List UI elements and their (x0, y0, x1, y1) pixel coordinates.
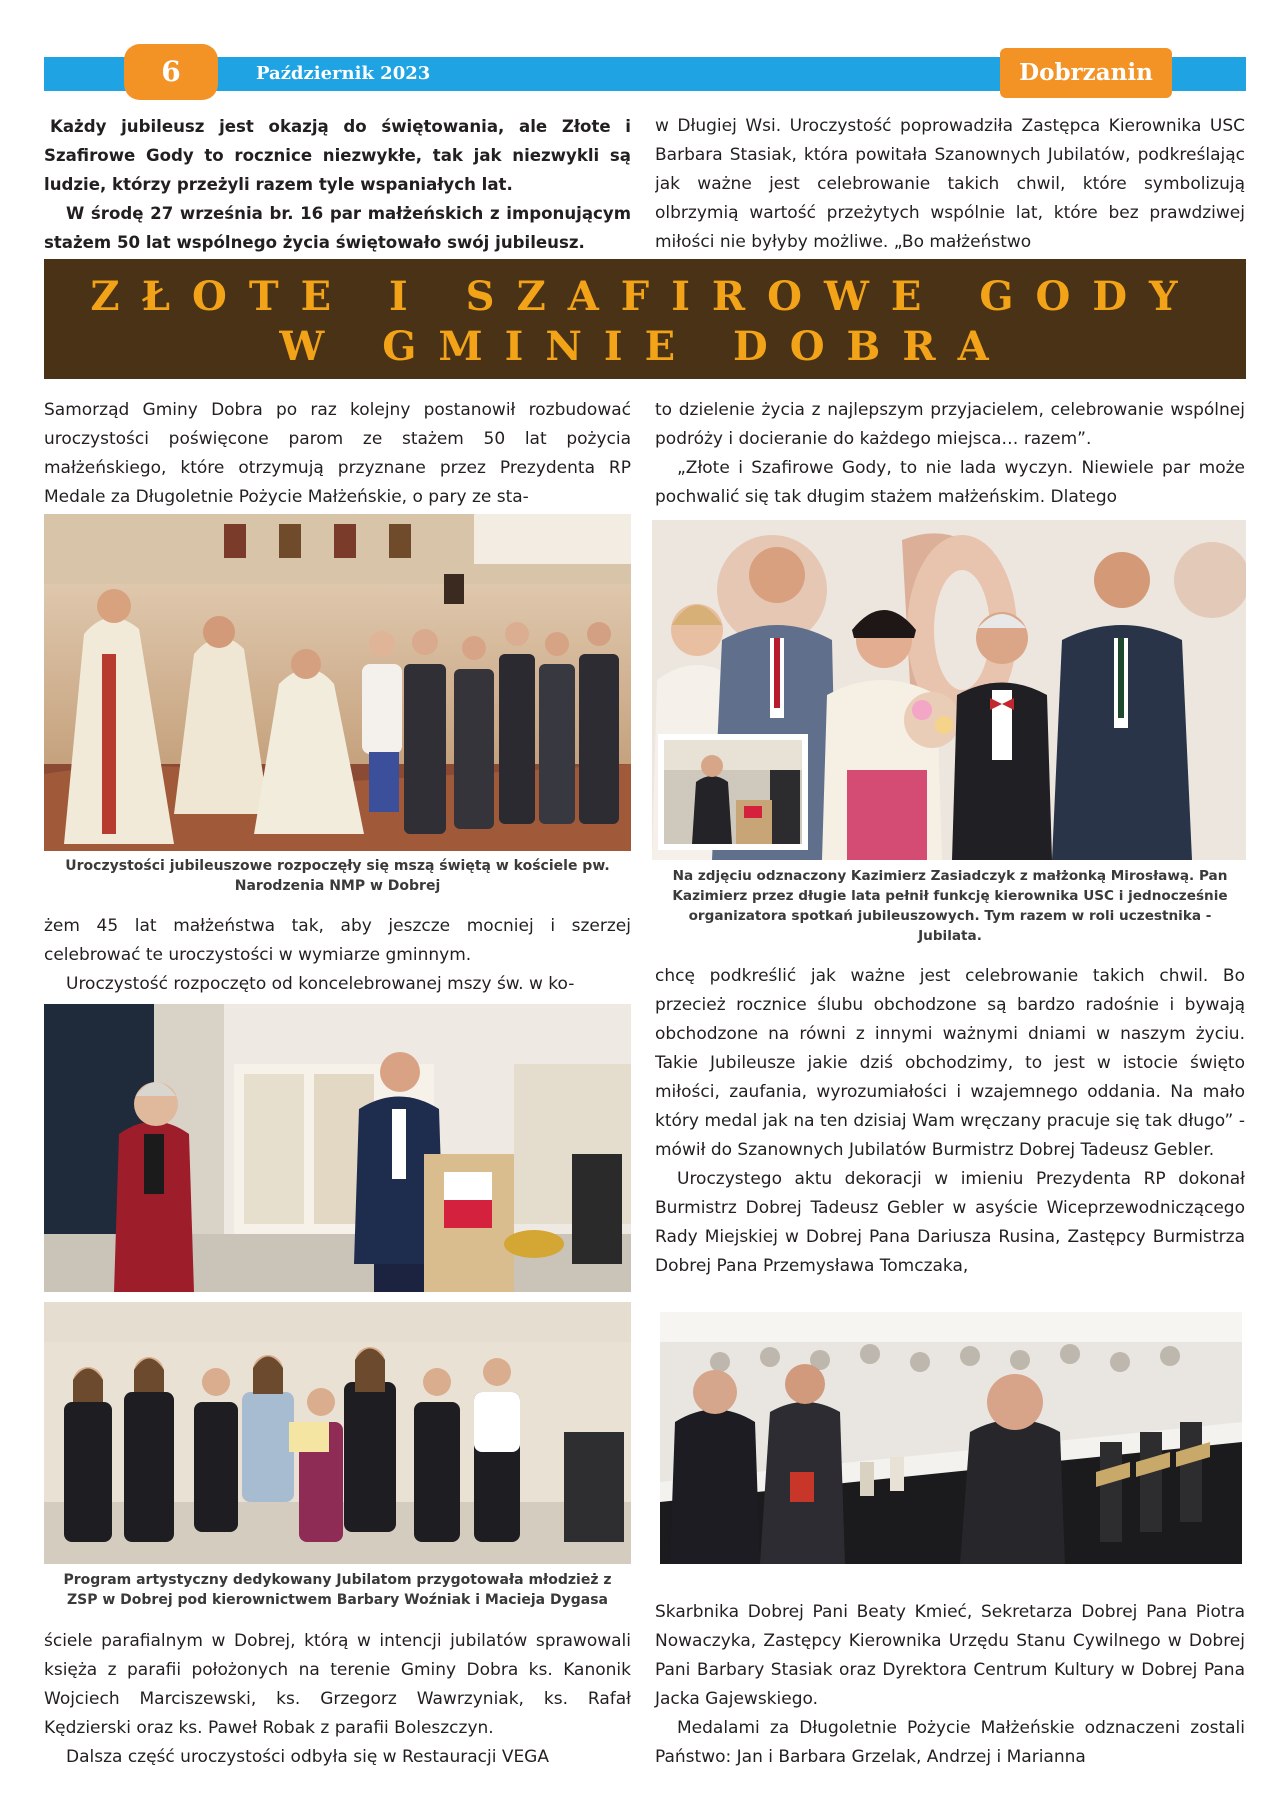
right-text-4: Uroczystego aktu dekoracji w imieniu Prezydenta RP dokonał Burmistrz Dobrej Tadeusz Gebler w asyście Wiceprzewodniczącego Rady Miejskiej w Dobrej Pana Dariusza Rusina, Zastępcy Burmistrza Dobrej Pana Przemysława Tomczaka, (655, 1169, 1245, 1276)
article-title-line-2: W GMINIE DOBRA (279, 323, 1011, 370)
lead-paragraph (44, 112, 631, 257)
restaurant-banquet-image (660, 1312, 1242, 1564)
couple-photo-caption: Na zdjęciu odznaczony Kazimierz Zasiadczyk z małżonką Mirosławą. Pan Kazimierz przez długie lata pełnił funkcję kierownika USC i jednocześnie organizatora spotkań jubileuszowych. Tym razem w roli uczestnika - Jubilata. (672, 868, 1228, 944)
mayor-speech-photo (44, 1004, 631, 1292)
youth-performance-image (44, 1302, 631, 1564)
left-text-2: żem 45 lat małżeństwa tak, aby jeszcze mocniej i szerzej celebrować te uroczystości w wymiarze gminnym. (44, 916, 631, 965)
right-column-paragraph-3 (655, 1598, 1245, 1772)
top-right-text: w Długiej Wsi. Uroczystość poprowadziła Zastępca Kierownika USC Barbara Stasiak, która powitała Szanownych Jubilatów, podkreślając jak ważne jest celebrowanie takich chwil, które symbolizują olbrzymią wartość przeżytych wspólnie lat, które bez prawdziwej miłości nie byłyby możliwe. „Bo małżeństwo (655, 116, 1245, 252)
lead-paragraph-1: Każdy jubileusz jest okazją do świętowania, ale Złote i Szafirowe Gody to rocznice niezwykłe, tak jak niezwykli są ludzie, którzy przeżyli razem tyle wspaniałych lat. (44, 117, 631, 194)
youth-performance-photo (44, 1302, 631, 1564)
left-column-paragraph-2 (44, 912, 631, 999)
church-photo-caption: Uroczystości jubileuszowe rozpoczęły się mszą świętą w kościele pw. Narodzenia NMP w Dobrej (65, 858, 610, 894)
left-text-5: Dalsza część uroczystości odbyła się w Restauracji VEGA (66, 1747, 549, 1767)
page-number: 6 (124, 44, 218, 100)
right-text-2: „Złote i Szafirowe Gody, to nie lada wyczyn. Niewiele par może pochwalić się tak długim stażem małżeńskim. Dlatego (655, 458, 1245, 507)
right-column-paragraph-2 (655, 962, 1245, 1310)
church-mass-image (44, 514, 631, 851)
article-title-box (44, 259, 1246, 379)
honored-couple-photo (652, 520, 1246, 860)
top-right-paragraph (655, 112, 1245, 254)
article-title-line-1: ZŁOTE I SZAFIROWE GODY (90, 273, 1200, 320)
masthead-title: Dobrzanin (1000, 48, 1172, 98)
right-text-5: Skarbnika Dobrej Pani Beaty Kmieć, Sekretarza Dobrej Pana Piotra Nowaczyka, Zastępcy Kierownika Urzędu Stanu Cywilnego w Dobrej Pani Barbary Stasiak oraz Dyrektora Centrum Kultury w Dobrej Pana Jacka Gajewskiego. (655, 1602, 1245, 1709)
performance-photo-caption: Program artystyczny dedykowany Jubilatom przygotowała młodzież z ZSP w Dobrej pod kierownictwem Barbary Woźniak i Macieja Dygasa (63, 1572, 612, 1608)
left-text-4: ściele parafialnym w Dobrej, którą w intencji jubilatów sprawowali księża z parafii położonych na terenie Gminy Dobra ks. Kanonik Wojciech Marciszewski, ks. Grzegorz Wawrzyniak, ks. Rafał Kędzierski oraz ks. Paweł Robak z parafii Boleszczyn. (44, 1631, 631, 1738)
lead-paragraph-2: W środę 27 września br. 16 par małżeńskich z imponującym stażem 50 lat wspólnego życia świętowało swój jubileusz. (44, 204, 631, 252)
left-text-3: Uroczystość rozpoczęto od koncelebrowanej mszy św. w ko- (66, 974, 575, 994)
right-column-paragraph-1 (655, 396, 1245, 512)
church-mass-photo (44, 514, 631, 851)
left-column-paragraph-3 (44, 1627, 631, 1772)
right-text-3: chcę podkreślić jak ważne jest celebrowanie takich chwil. Bo przecież rocznice ślubu obchodzone są bardzo radośnie i bywają obchodzone na równi z innymi ważnymi dniami w naszym życiu. Takie Jubileusze jakie dziś obchodzimy, to jest w istocie święto miłości, zaufania, wyrozumiałości i wzajemnego oddania. Na mało który medal jak na ten dzisiaj Wam wręczany pracuje się tak długo” - mówił do Szanownych Jubilatów Burmistrz Dobrej Tadeusz Gebler. (655, 966, 1245, 1160)
left-column-paragraph-1 (44, 396, 631, 512)
honored-couple-image (652, 520, 1246, 860)
mayor-speech-image (44, 1004, 631, 1292)
left-text-1: Samorząd Gminy Dobra po raz kolejny postanowił rozbudować uroczystości poświęcone parom ze stażem 50 lat pożycia małżeńskiego, które otrzymują przyznane przez Prezydenta RP Medale za Długoletnie Pożycie Małżeńskie, o pary ze sta- (44, 400, 631, 507)
right-text-1: to dzielenie życia z najlepszym przyjacielem, celebrowanie wspólnej podróży i docieranie do każdego miejsca… razem”. (655, 400, 1245, 449)
right-text-6: Medalami za Długoletnie Pożycie Małżeńskie odznaczeni zostali Państwo: Jan i Barbara Grzelak, Andrzej i Marianna (655, 1718, 1245, 1767)
issue-date: Październik 2023 (256, 63, 431, 84)
restaurant-banquet-photo (660, 1312, 1242, 1564)
